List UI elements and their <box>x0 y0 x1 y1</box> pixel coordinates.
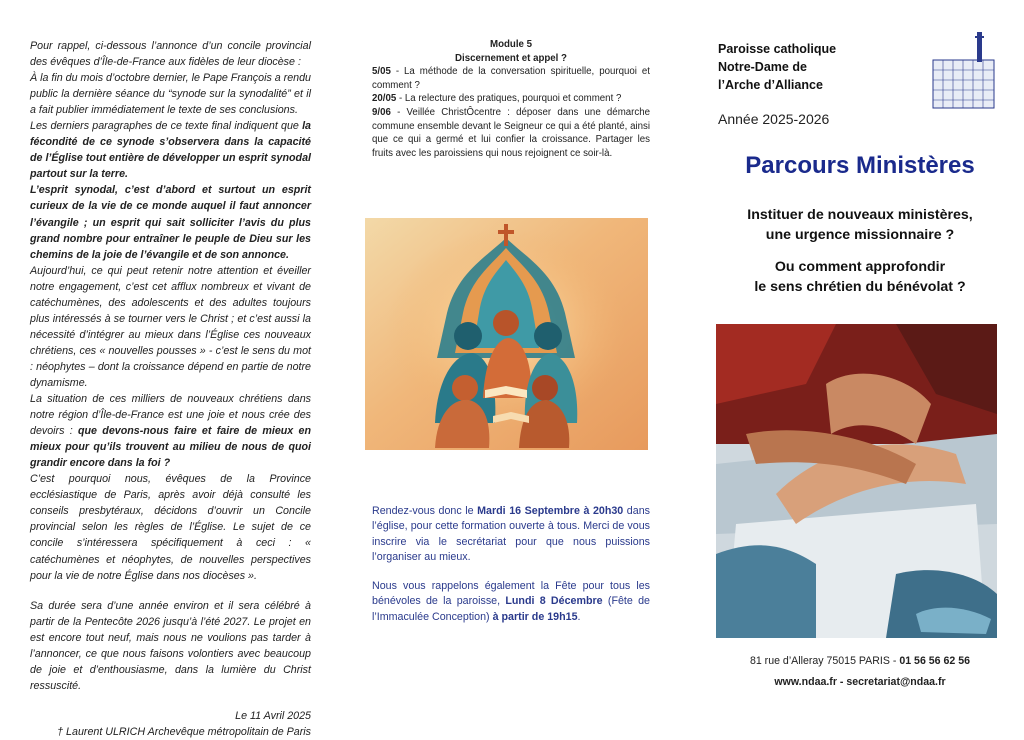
letter-signature: † Laurent ULRICH Archevêque métropolitain de Paris <box>57 725 311 738</box>
council-announcement <box>30 38 311 740</box>
parish-address: 81 rue d’Alleray 75015 PARIS - 01 56 56 62 56 <box>749 655 971 667</box>
brochure-subtitles: Instituer de nouveaux ministères, une urgence missionnaire ? Ou comment approfondir le sens chrétien du bénévolat ? <box>747 207 973 295</box>
module-title: Module 5 <box>490 39 532 50</box>
schedule-item: 20/05 - La relecture des pratiques, pourquoi et comment ? <box>372 93 622 105</box>
brochure-title: Parcours Ministères <box>745 152 975 179</box>
paragraph-final-text: Les derniers paragraphes de ce texte final indiquent que la fécondité de ce synode s’observera dans la capacité de l’Église tout entière de développer un esprit synodal partout sur la terre. <box>30 120 311 181</box>
church-group-illustration <box>365 218 648 450</box>
parish-name: Paroisse catholique Notre-Dame de l’Arche d’Alliance <box>718 42 837 92</box>
paragraph-pope: À la fin du mois d’octobre dernier, le Pape François a rendu public la dernière séance du “synode sur la synodalité” et il a fait publier immédiatement le texte de ses conclusions. <box>30 72 312 117</box>
contact-web: www.ndaa.fr - secretariat@ndaa.fr <box>774 676 946 688</box>
church-building-logo <box>931 30 996 110</box>
email-link[interactable]: secretariat@ndaa.fr <box>846 676 946 688</box>
foot-washing-painting <box>716 324 997 638</box>
rendezvous-paragraph: Rendez-vous donc le Mardi 16 Septembre à 20h30 dans l’église, pour cette formation ouverte à tous. Merci de vous inscrire via le secrétariat pour que nous puissions l’organiser au mieux. <box>372 505 650 563</box>
paragraph-situation: La situation de ces milliers de nouveaux chrétiens dans notre région d’Île-de-France est une joie et nous crée des devoirs : que devons-nous faire et faire de mieux en mieux pour qu’ils trouvent au milieu de nous de quoi grandir encore dans la foi ? <box>30 393 311 470</box>
paragraph-duration: Sa durée sera d’une année environ et il sera célébré à partir de la Pentecôte 2026 jusqu’à l’été 2027. Le projet en est encore tout neuf, mais nous ne voulions pas tarder à l’annoncer, ce que nous faisons volontiers avec beaucoup de joie et d’enthousiasme, dans la lumière du Christ ressuscité. <box>30 599 311 692</box>
phone-number: 01 56 56 62 56 <box>899 655 971 667</box>
school-year: Année 2025-2026 <box>718 111 830 127</box>
module-schedule <box>372 38 650 160</box>
paragraph-synodal-spirit: L’esprit synodal, c’est d’abord et surtout un esprit curieux de la vie de ce monde auquel il faut annoncer l’évangile ; un esprit qui sait solliciter l’avis du plus grand nombre pour entraîner le peuple de Dieu sur les chemins de la joie de l’évangile et de son annonce. <box>30 184 311 261</box>
letter-date: Le 11 Avril 2025 <box>235 709 311 722</box>
paragraph-today: Aujourd’hui, ce qui peut retenir notre attention et éveiller notre engagement, c’est cet afflux nombreux et vivant de catéchumènes, des adolescents et des adultes toujours plus intéressés à se tourner vers le Christ ; et c’est aussi la nécessité d’intégrer au mieux dans l’Église ces nouveaux chrétiens, ces « nouvelles pousses » - c’est le sens du mot : néophytes – dont la croissance dépend en partie de notre dynamisme. <box>30 264 311 389</box>
website-link[interactable]: www.ndaa.fr <box>774 676 837 688</box>
schedule-item: 9/06 - Veillée ChristÔcentre : déposer dans une démarche commune ensemble devant le Seigneur ce qui a été planté, ainsi que ce qui a germé et lui confier la croissance. Partager les fruits avec les paroissiens qui nous rejoignent ce soir-là. <box>372 106 650 159</box>
invitation-text <box>372 504 650 625</box>
schedule-item: 5/05 - La méthode de la conversation spirituelle, pourquoi et comment ? <box>372 66 650 91</box>
intro-paragraph: Pour rappel, ci-dessous l’annonce d’un concile provincial des évêques d’Île-de-France aux fidèles de leur diocèse : <box>30 40 311 69</box>
paragraph-council: C’est pourquoi nous, évêques de la Province ecclésiastique de Paris, après avoir déjà consulté les conseils presbytéraux, décidons d’ouvrir un Concile provincial selon les règles de l’Église. Le sujet de ce concile s’intéressera spécifiquement à ceci : « catéchumènes et néophytes, de nouvelles perspectives pour la vie de notre Église dans nos diocèses ». <box>30 473 311 582</box>
module-subtitle: Discernement et appel ? <box>455 52 567 64</box>
module-heading <box>372 38 650 65</box>
volunteer-party-paragraph: Nous vous rappelons également la Fête pour tous les bénévoles de la paroisse, Lundi 8 Décembre (Fête de l’Immaculée Conception) à partir de 19h15. <box>372 580 650 623</box>
